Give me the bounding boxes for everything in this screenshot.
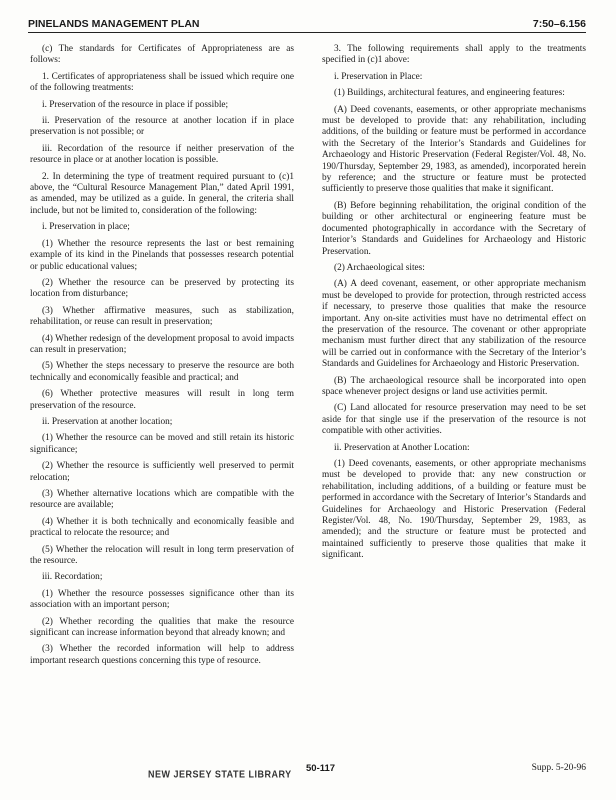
paragraph: (3) Whether alternative locations which are compatible with the resource are available; — [30, 489, 294, 511]
paragraph: (4) Whether redesign of the development proposal to avoid impacts can result in preservation; — [30, 333, 294, 355]
paragraph: (1) Whether the resource represents the last or best remaining example of its kind in the Pinelands that possesses research potential or public educational values; — [30, 238, 294, 272]
paragraph: (3) Whether the recorded information will help to address important research questions concerning this type of resource. — [30, 644, 294, 666]
paragraph: i. Preservation in place; — [42, 222, 130, 233]
library-stamp: NEW JERSEY STATE LIBRARY — [148, 768, 292, 780]
paragraph: i. Preservation of the resource in place if possible; — [42, 99, 229, 110]
paragraph: (1) Deed covenants, easements, or other appropriate mechanisms must be developed to provide that: any new construction or rehabilitation, including additions, of a building or feature must be performed in accordance with the Secretary of Interior’s Standards and Guidelines for Archaeology and Historic Preservation (Federal Register/Vol. 48, No. 190/Thursday, September 29, 1983, as amended); and the structure or feature must be protected and maintained sufficiently to preserve those qualities that make it significant. — [322, 459, 586, 561]
paragraph: iii. Recordation of the resource if neither preservation of the resource in place or at another location is possible. — [30, 143, 294, 166]
right-column — [322, 44, 586, 567]
paragraph: (3) Whether affirmative measures, such as stabilization, rehabilitation, or reuse can result in preservation; — [30, 305, 294, 328]
paragraph: 1. Certificates of appropriateness shall be issued which require one of the following treatments: — [30, 71, 294, 94]
left-column — [30, 44, 294, 672]
paragraph: (5) Whether the relocation will result in long term preservation of the resource. — [30, 544, 294, 567]
paragraph: (B) Before beginning rehabilitation, the original condition of the building or other architectural or engineering feature must be documented photographically in accordance with the Secretary of Interior’s Standards and Guidelines for Archaeology and Historic Preservation. — [322, 200, 586, 257]
paragraph: (B) The archaeological resource shall be incorporated into open space whenever project designs or land use activities permit. — [322, 375, 586, 397]
paragraph: ii. Preservation at Another Location: — [334, 442, 470, 453]
paragraph: ii. Preservation of the resource at another location if in place preservation is not possible; or — [30, 116, 294, 138]
paragraph: 2. In determining the type of treatment required pursuant to (c)1 above, the “Cultural Resource Management Plan,” dated April 1991, as amended, may be utilized as a guide. In general, the criteria shall include, but not be limited to, consideration of the following: — [30, 171, 294, 216]
supplement-date: Supp. 5-20-96 — [531, 763, 586, 773]
paragraph: 3. The following requirements shall apply to the treatments specified in (c)1 above: — [322, 44, 586, 66]
header-section-number: 7:50–6.156 — [532, 18, 586, 30]
paragraph: (2) Whether recording the qualities that make the resource significant can increase information beyond that already known; and — [30, 616, 294, 639]
paragraph: (2) Whether the resource can be preserved by protecting its location from disturbance; — [30, 277, 294, 300]
paragraph: (2) Archaeological sites: — [334, 262, 425, 273]
header-title: PINELANDS MANAGEMENT PLAN — [28, 18, 200, 30]
paragraph: (C) Land allocated for resource preservation may need to be set aside for that single use if the preservation of the resource is not compatible with other activities. — [322, 403, 586, 437]
paragraph: (6) Whether protective measures will result in long term preservation of the resource. — [30, 389, 294, 411]
page-footer — [28, 763, 586, 783]
paragraph: ii. Preservation at another location; — [42, 416, 173, 427]
paragraph: (4) Whether it is both technically and economically feasible and practical to relocate the resource; and — [30, 516, 294, 539]
page-number: 50-117 — [306, 763, 336, 774]
paragraph: (5) Whether the steps necessary to preserve the resource are both technically and economically feasible and practical; and — [30, 361, 294, 383]
paragraph: (A) A deed covenant, easement, or other appropriate mechanism must be developed to provide for protection, through restricted access if necessary, to preserve those qualities that make the resource important. Any on-site activities must have no detrimental effect on the preservation of the resource. The covenant or other appropriate mechanism must further direct that any stabilization of the resource will be carried out in conformance with the Secretary of the Interior’s Standards and Guidelines for Archaeology and Historic Preservation. — [322, 279, 586, 370]
running-header — [28, 12, 586, 33]
paragraph: (1) Whether the resource possesses significance other than its association with an important person; — [30, 588, 294, 611]
paragraph: (1) Buildings, architectural features, and engineering features: — [334, 88, 565, 99]
paragraph: (1) Whether the resource can be moved and still retain its historic significance; — [30, 433, 294, 455]
paragraph: (2) Whether the resource is sufficiently well preserved to permit relocation; — [30, 461, 294, 483]
paragraph: (c) The standards for Certificates of Appropriateness are as follows: — [30, 44, 294, 66]
paragraph: (A) Deed covenants, easements, or other appropriate mechanisms must be developed to provide that: any rehabilitation, including additions, of the building or feature must be performed in accordance with the Secretary of the Interior’s Standards and Guidelines for Archaeology and Historic Preservation (Federal Register/Vol. 48, No. 190/Thursday, September 29, 1983, as amended), incorporated herein by reference; and the structure or feature must be protected sufficiently to preserve those qualities that make it significant. — [322, 104, 586, 195]
paragraph: iii. Recordation; — [42, 572, 103, 583]
paragraph: i. Preservation in Place: — [334, 71, 423, 82]
